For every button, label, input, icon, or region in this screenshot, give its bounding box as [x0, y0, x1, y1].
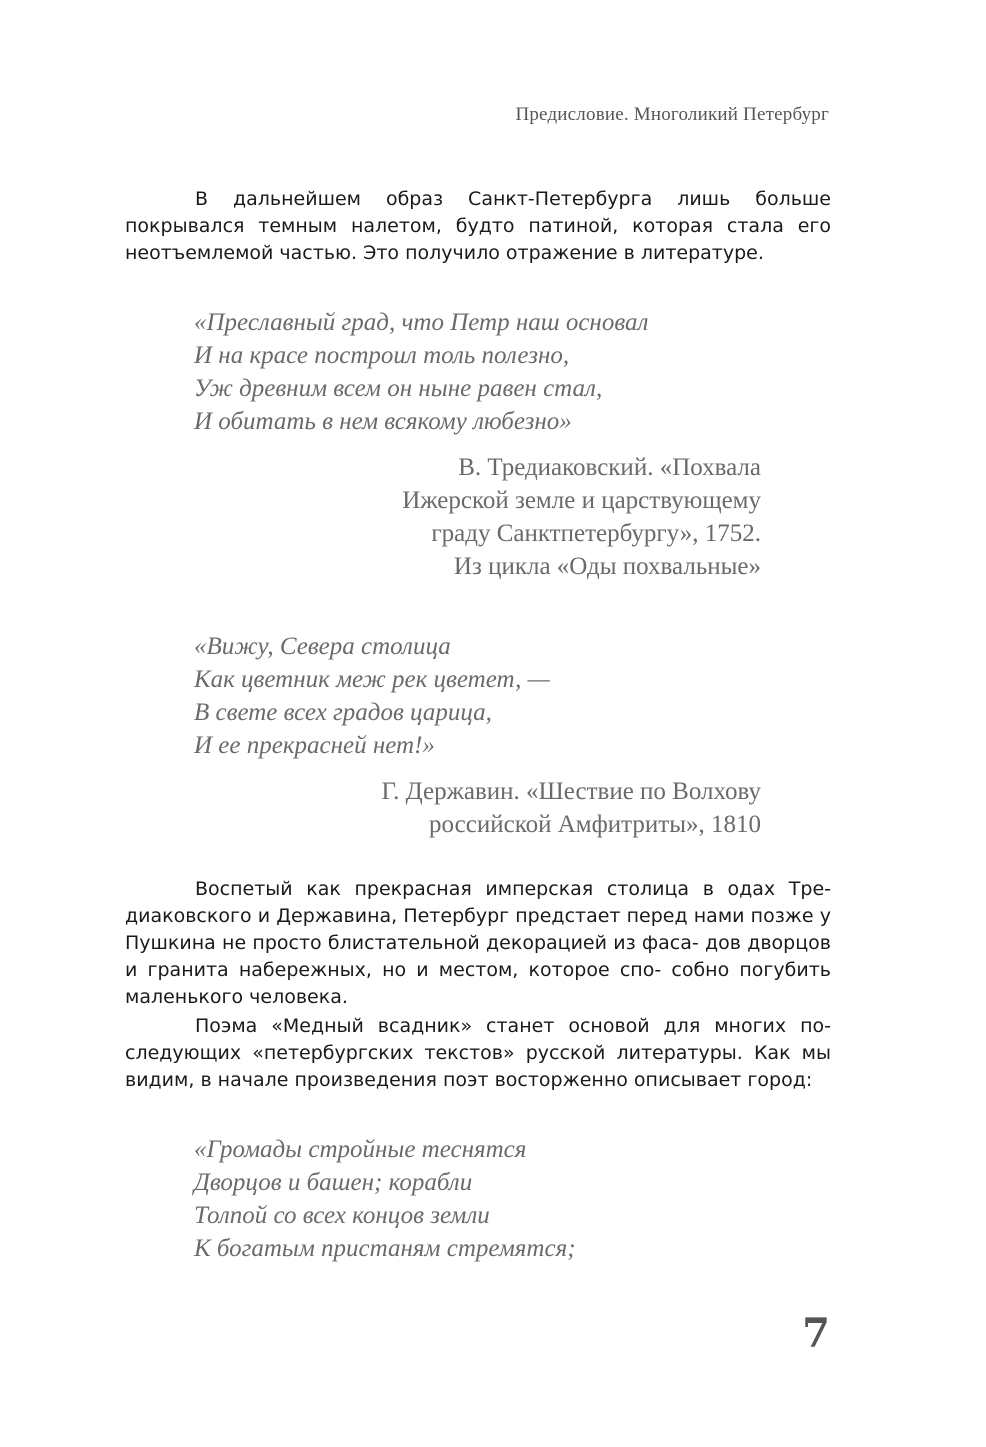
attribution-line: Ижерской земле и царствующему [402, 487, 761, 514]
verse-line: И ее прекрасней нет!» [194, 732, 435, 759]
verse-line: Уж древним всем он ныне равен стал, [194, 375, 603, 402]
verse-line: «Громады стройные теснятся [194, 1136, 527, 1163]
attribution-trediakovsky [402, 451, 761, 583]
running-header: Предисловие. Многоликий Петербург [515, 104, 829, 125]
quote-pushkin [194, 1133, 576, 1265]
attribution-line: граду Санктпетербургу», 1752. [431, 520, 761, 547]
page-number: 7 [802, 1310, 830, 1357]
verse-line: Толпой со всех концов земли [194, 1202, 490, 1229]
paragraph-1-text: В дальнейшем образ Санкт-Петербурга лишь больше покрывался темным налетом, будто патиной, которая стала его неотъемлемой частью. Это получило отражение в литературе. [125, 188, 831, 264]
verse-line: И на красе построил толь полезно, [194, 342, 570, 369]
verse-line: «Преславный град, что Петр наш основал [194, 309, 649, 336]
verse-line: И обитать в нем всякому любезно» [194, 408, 572, 435]
paragraph-2 [125, 876, 831, 1011]
attribution-line: В. Тредиаковский. «Похвала [458, 454, 761, 481]
verse-line: Как цветник меж рек цветет, — [194, 666, 550, 693]
paragraph-3-text: Поэма «Медный всадник» станет основой для многих по- следующих «петербургских текстов» русской литературы. Как мы видим, в начале произведения поэт восторженно описывает город: [125, 1015, 831, 1091]
attribution-line: российской Амфитриты», 1810 [429, 811, 761, 838]
paragraph-1 [125, 186, 831, 267]
verse-line: Дворцов и башен; корабли [194, 1169, 473, 1196]
attribution-line: Из цикла «Оды похвальные» [453, 553, 761, 580]
verse-line: «Вижу, Севера столица [194, 633, 451, 660]
verse-line: В свете всех градов царица, [194, 699, 492, 726]
attribution-derzhavin [382, 775, 761, 841]
verse-line: К богатым пристаням стремятся; [194, 1235, 576, 1262]
attribution-line: Г. Державин. «Шествие по Волхову [381, 778, 761, 805]
quote-derzhavin [194, 630, 550, 762]
quote-trediakovsky [194, 306, 648, 438]
paragraph-3 [125, 1013, 831, 1094]
paragraph-2-text: Воспетый как прекрасная имперская столица в одах Тре- диаковского и Державина, Петербург предстает перед нами позже у Пушкина не просто блистательной декорацией из фаса- дов дворцов и гранита набережных, но и местом, которое спо- собно погубить маленького человека. [125, 878, 831, 1008]
